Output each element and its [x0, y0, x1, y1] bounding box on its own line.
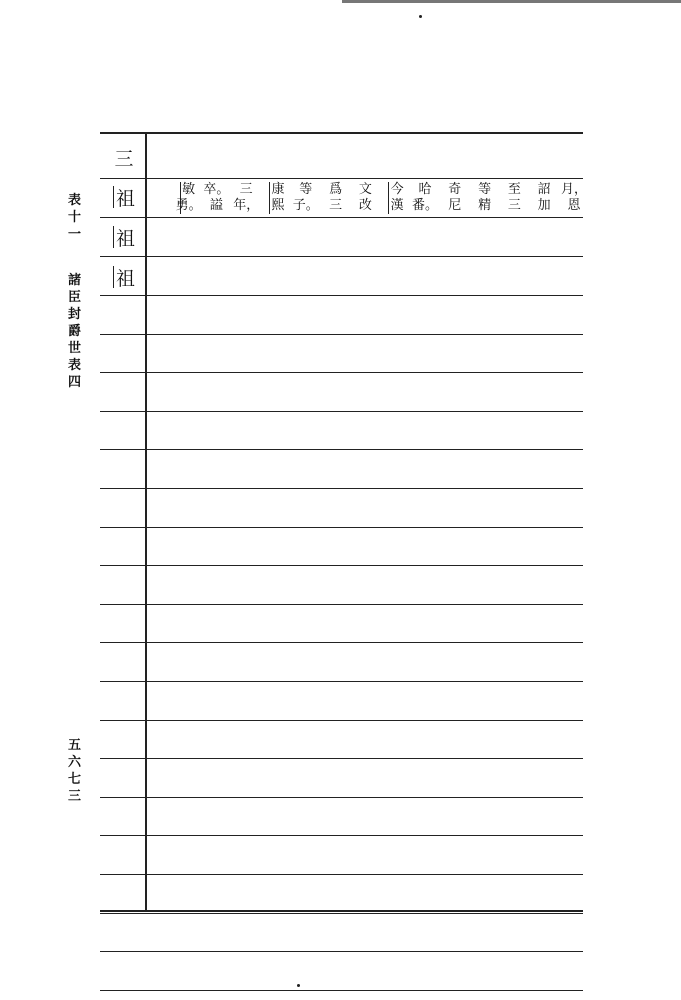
- table-row-rule: [100, 527, 583, 528]
- margin-section-title: 諸 臣 封 爵 世 表 四: [68, 273, 82, 390]
- entry-column: [358, 182, 372, 214]
- entry-glyph: 詔: [537, 182, 551, 197]
- page-number: 五 六 七 三: [68, 738, 82, 804]
- table-bottom-rule: [100, 910, 583, 912]
- table-row-rule: [100, 720, 583, 721]
- row-label-generation: [104, 141, 144, 173]
- row-label-text: 祖: [115, 187, 135, 210]
- entry-glyph: 哈: [418, 182, 432, 197]
- entry-glyph: 今: [390, 182, 404, 197]
- entry-glyph: 月，: [561, 182, 588, 197]
- table-row-rule: [100, 758, 583, 759]
- table-row-rule: [100, 913, 583, 914]
- entry-column: [292, 182, 319, 214]
- entry-glyph: 恩: [567, 198, 581, 213]
- row-label-ancestor: [104, 261, 144, 293]
- table-row-rule: [100, 295, 583, 296]
- proper-name-mark: [113, 266, 114, 288]
- entry-column: [448, 182, 462, 214]
- table-row-rule: [100, 565, 583, 566]
- entry-glyph: 勇。: [175, 198, 202, 213]
- table-row-rule: [100, 449, 583, 450]
- entry-glyph: 康: [271, 182, 285, 197]
- table-row-rule: [100, 604, 583, 605]
- table-top-rule: [100, 132, 583, 134]
- entry-glyph: 至: [507, 182, 521, 197]
- entry-glyph: 精: [478, 198, 492, 213]
- speck: [419, 15, 422, 18]
- table-row-rule: [100, 642, 583, 643]
- top-edge-rule: [342, 0, 681, 3]
- table-divider: [145, 132, 147, 912]
- entry-glyph: 三: [329, 198, 343, 213]
- entry-glyph: 謚: [209, 198, 223, 213]
- entry-glyph: 三: [239, 182, 253, 197]
- table-row-rule: [100, 488, 583, 489]
- row-label-text: 祖: [115, 267, 135, 290]
- entry-column: [329, 182, 343, 214]
- margin-title: 表 十 一: [68, 193, 82, 242]
- proper-name-mark: [113, 186, 114, 208]
- table-row-rule: [100, 990, 583, 991]
- entry-glyph: 等: [478, 182, 492, 197]
- row-label-ancestor: [104, 181, 144, 213]
- entry-glyph: 加: [537, 198, 551, 213]
- table-row-rule: [100, 256, 583, 257]
- row-label-text: 三: [114, 147, 134, 170]
- entry-glyph: 漢: [390, 198, 404, 213]
- entry-glyph: 熙: [271, 198, 285, 213]
- entry-column: [269, 182, 285, 214]
- table-row-rule: [100, 217, 583, 218]
- entry-glyph: 子。: [292, 198, 319, 213]
- entry-glyph: 爲: [329, 182, 343, 197]
- entry-glyph: 番。: [412, 198, 439, 213]
- entry-column: [478, 182, 492, 214]
- table-row-rule: [100, 681, 583, 682]
- speck: [297, 984, 300, 987]
- table-row-rule: [100, 874, 583, 875]
- entry-glyph: 三: [507, 198, 521, 213]
- proper-name-mark: [113, 226, 114, 248]
- entry-column: [203, 182, 230, 214]
- entry-column: [388, 182, 404, 214]
- table-row-rule: [100, 178, 583, 179]
- table-row-rule: [100, 372, 583, 373]
- entry-glyph: 改: [358, 198, 372, 213]
- entry-glyph: 文: [358, 182, 372, 197]
- entry-glyph: 奇: [448, 182, 462, 197]
- entry-glyph: 敏: [182, 182, 196, 197]
- entry-column: [412, 182, 439, 214]
- entry-column: [175, 182, 202, 214]
- entry-column: [233, 182, 260, 214]
- row-label-text: 祖: [115, 227, 135, 250]
- entry-glyph: 尼: [448, 198, 462, 213]
- entry-glyph: 年，: [233, 198, 260, 213]
- table-row-rule: [100, 951, 583, 952]
- entry-column: [537, 182, 551, 214]
- table-row-rule: [100, 411, 583, 412]
- table-row-rule: [100, 797, 583, 798]
- table-row-rule: [100, 334, 583, 335]
- table-row-rule: [100, 835, 583, 836]
- entry-glyph: 卒。: [203, 182, 230, 197]
- entry-column: [561, 182, 588, 214]
- row-label-ancestor: [104, 221, 144, 253]
- entry-column: [507, 182, 521, 214]
- entry-glyph: 等: [299, 182, 313, 197]
